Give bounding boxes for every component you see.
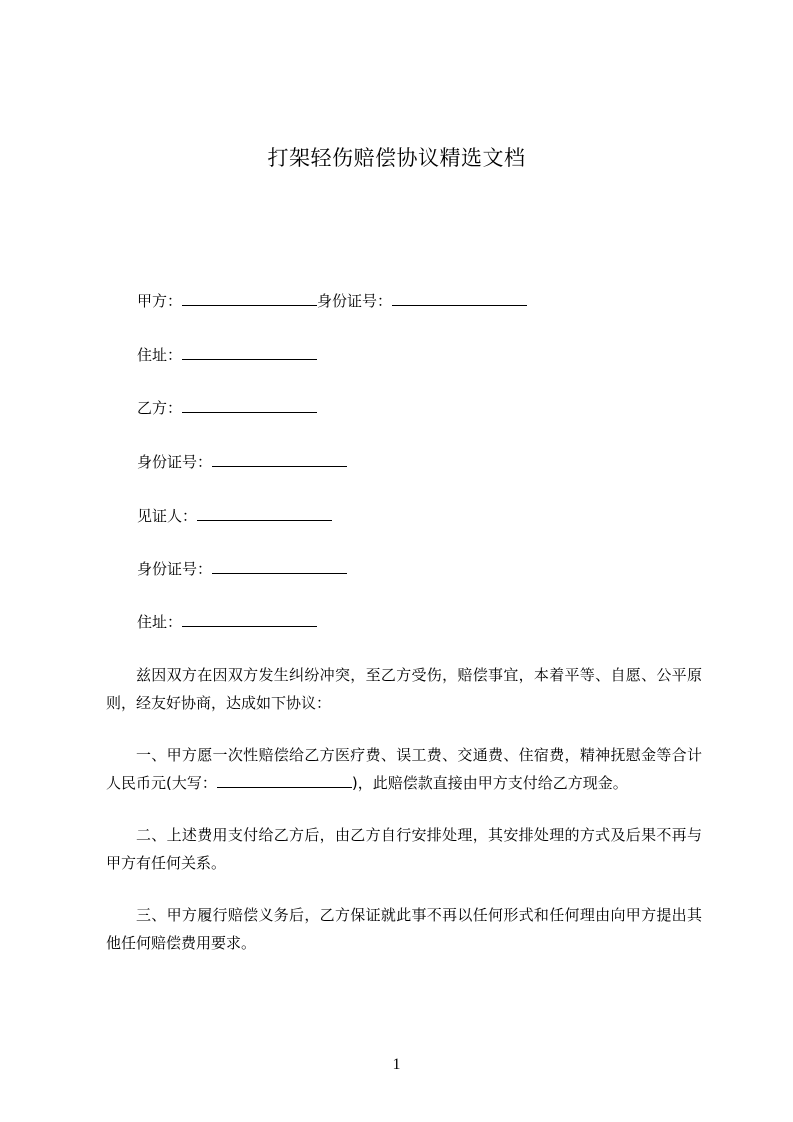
address-line-2 bbox=[137, 612, 317, 632]
party-a-line bbox=[137, 291, 527, 311]
clause-1-paragraph bbox=[106, 741, 702, 797]
clause-2-paragraph: 二、上述费用支付给乙方后，由乙方自行安排处理，其安排处理的方式及后果不再与甲方有任何关系。 bbox=[106, 826, 702, 872]
clause-3-paragraph: 三、甲方履行赔偿义务后，乙方保证就此事不再以任何形式和任何理由向甲方提出其他任何赔偿费用要求。 bbox=[106, 906, 702, 952]
party-a-label: 甲方： bbox=[137, 292, 183, 310]
party-b-id-blank bbox=[212, 452, 347, 467]
party-a-id-blank bbox=[392, 291, 527, 306]
clause-1-amount-blank bbox=[217, 773, 352, 788]
party-b-blank bbox=[182, 398, 317, 413]
document-title: 打架轻伤赔偿协议精选文档 bbox=[267, 146, 526, 170]
witness-blank bbox=[197, 506, 332, 521]
address-label-1: 住址： bbox=[137, 346, 183, 364]
party-a-id-label: 身份证号： bbox=[317, 292, 393, 310]
party-b-line bbox=[137, 398, 317, 418]
witness-label: 见证人： bbox=[137, 507, 198, 525]
address-blank-2 bbox=[182, 612, 317, 627]
address-blank-1 bbox=[182, 345, 317, 360]
party-a-blank bbox=[182, 291, 317, 306]
address-line-1 bbox=[137, 345, 317, 365]
clause-1-text-after: )，此赔偿款直接由甲方支付给乙方现金。 bbox=[351, 774, 628, 792]
witness-id-blank bbox=[212, 559, 347, 574]
witness-id-label: 身份证号： bbox=[137, 560, 213, 578]
intro-paragraph: 兹因双方在因双方发生纠纷冲突，至乙方受伤，赔偿事宜，本着平等、自愿、公平原则，经友好协商，达成如下协议： bbox=[106, 666, 702, 712]
party-b-id-label: 身份证号： bbox=[137, 453, 213, 471]
page-number: 1 bbox=[392, 1056, 401, 1073]
witness-id-line bbox=[137, 559, 347, 579]
clause-1-text-before: 一、甲方愿一次性赔偿给乙方医疗费、误工费、交通费、住宿费，精神抚慰金等合计人民币元(大写： bbox=[106, 746, 702, 792]
address-label-2: 住址： bbox=[137, 613, 183, 631]
party-b-label: 乙方： bbox=[137, 399, 183, 417]
witness-line bbox=[137, 506, 332, 526]
party-b-id-line bbox=[137, 452, 347, 472]
